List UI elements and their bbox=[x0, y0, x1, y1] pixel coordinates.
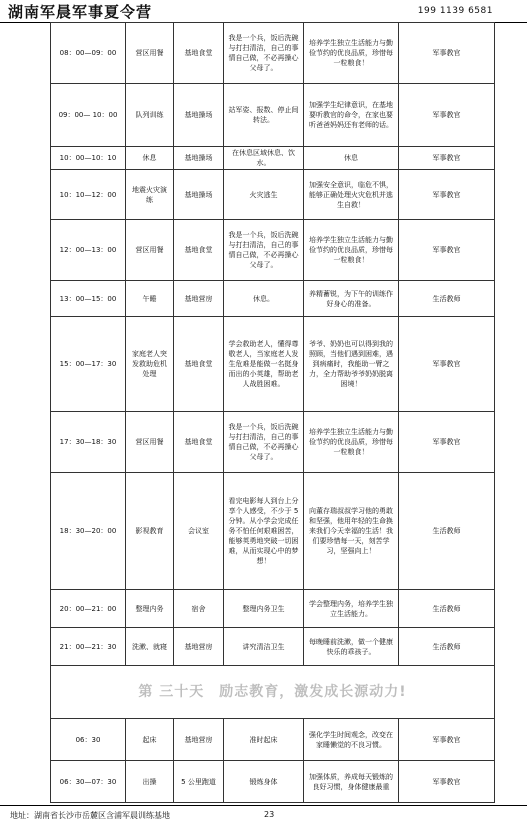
teacher-cell: 生活教师 bbox=[399, 473, 495, 590]
teacher-cell: 军事教官 bbox=[399, 147, 495, 170]
location-cell: 基地食堂 bbox=[174, 317, 224, 412]
goal-cell: 学会整理内务，培养学生独立生活能力。 bbox=[304, 590, 399, 628]
goal-cell: 加强学生纪律意识，在基地要听教官的命令，在家也要听爸爸妈妈还有老师的话。 bbox=[304, 84, 399, 147]
table-row bbox=[51, 281, 495, 317]
goal-cell: 爷爷、奶奶也可以得到我的照顾，当他们遇到困难，遇到病痛时，我能助一臂之力，全力帮助爷爷奶奶脱离困境！ bbox=[304, 317, 399, 412]
location-cell: 5 公里跑道 bbox=[174, 761, 224, 803]
goal-cell: 休息 bbox=[304, 147, 399, 170]
location-cell: 宿舍 bbox=[174, 590, 224, 628]
content-cell: 准时起床 bbox=[224, 719, 304, 761]
activity-cell: 起床 bbox=[126, 719, 174, 761]
time-cell: 13：00—15：00 bbox=[51, 281, 126, 317]
time-cell: 06：30—07：30 bbox=[51, 761, 126, 803]
activity-cell: 营区用餐 bbox=[126, 220, 174, 281]
table-row bbox=[51, 317, 495, 412]
location-cell: 基地操场 bbox=[174, 170, 224, 220]
brand-title: 湖南军晨军事夏令营 bbox=[8, 3, 153, 21]
content-cell: 我是一个兵，饭后洗碗与打扫清洁，自己的事情自己做，不必再操心父母了。 bbox=[224, 412, 304, 473]
teacher-cell: 军事教官 bbox=[399, 170, 495, 220]
goal-cell: 向董存瑞叔叔学习他的勇敢和坚强，他用年轻的生命换来我们今天幸福的生活！我们要珍惜每一天，刻苦学习，坚强向上！ bbox=[304, 473, 399, 590]
content-cell: 整理内务卫生 bbox=[224, 590, 304, 628]
goal-cell: 培养学生独立生活能力与勤俭节约的优良品质，珍惜每一粒粮食！ bbox=[304, 220, 399, 281]
teacher-cell: 军事教官 bbox=[399, 412, 495, 473]
page-footer bbox=[0, 805, 527, 826]
activity-cell: 休息 bbox=[126, 147, 174, 170]
content-cell: 我是一个兵，饭后洗碗与打扫清洁，自己的事情自己做，不必再操心父母了。 bbox=[224, 220, 304, 281]
page-number: 23 bbox=[264, 810, 275, 819]
teacher-cell: 军事教官 bbox=[399, 317, 495, 412]
activity-cell: 洗漱、就寝 bbox=[126, 628, 174, 666]
activity-cell: 午睡 bbox=[126, 281, 174, 317]
time-cell: 08：00—09：00 bbox=[51, 23, 126, 84]
location-cell: 基地食堂 bbox=[174, 220, 224, 281]
table-row bbox=[51, 220, 495, 281]
location-cell: 基地食堂 bbox=[174, 23, 224, 84]
table-row bbox=[51, 412, 495, 473]
teacher-cell: 军事教官 bbox=[399, 23, 495, 84]
content-cell: 休息。 bbox=[224, 281, 304, 317]
time-cell: 10：10—12：00 bbox=[51, 170, 126, 220]
location-cell: 基地操场 bbox=[174, 84, 224, 147]
teacher-cell: 生活教师 bbox=[399, 628, 495, 666]
teacher-cell: 军事教官 bbox=[399, 719, 495, 761]
goal-cell: 培养学生独立生活能力与勤俭节约的优良品质，珍惜每一粒粮食！ bbox=[304, 412, 399, 473]
table-row bbox=[51, 719, 495, 761]
goal-cell: 强化学生时间观念，改变在家睡懒觉的不良习惯。 bbox=[304, 719, 399, 761]
activity-cell: 队列训练 bbox=[126, 84, 174, 147]
schedule-table bbox=[50, 22, 495, 803]
activity-cell: 营区用餐 bbox=[126, 23, 174, 84]
activity-cell: 家庭老人突发救助危机处理 bbox=[126, 317, 174, 412]
content-cell: 看完电影每人到台上分享个人感受，不少于 5 分钟。从小学会完成任务不怕任何艰难困苦，能够英勇地突破一切困难，从而实现心中的梦想！ bbox=[224, 473, 304, 590]
activity-cell: 营区用餐 bbox=[126, 412, 174, 473]
content-cell: 讲究清洁卫生 bbox=[224, 628, 304, 666]
page-header bbox=[0, 0, 527, 23]
teacher-cell: 生活教师 bbox=[399, 281, 495, 317]
content-cell: 在休息区域休息、饮水。 bbox=[224, 147, 304, 170]
table-row bbox=[51, 628, 495, 666]
location-cell: 基地食堂 bbox=[174, 412, 224, 473]
content-cell: 我是一个兵，饭后洗碗与打扫清洁，自己的事情自己做，不必再操心父母了。 bbox=[224, 23, 304, 84]
table-row bbox=[51, 23, 495, 84]
activity-cell: 影视教育 bbox=[126, 473, 174, 590]
content-cell: 学会救助老人，懂得尊敬老人，当家庭老人发生危难是能做一名挺身而出的小英雄，帮助老人战胜困难。 bbox=[224, 317, 304, 412]
time-cell: 21：00—21：30 bbox=[51, 628, 126, 666]
location-cell: 基地营房 bbox=[174, 281, 224, 317]
time-cell: 12：00—13：00 bbox=[51, 220, 126, 281]
activity-cell: 地震火灾演练 bbox=[126, 170, 174, 220]
table-row bbox=[51, 170, 495, 220]
contact-phone: 199 1139 6581 bbox=[417, 6, 493, 16]
footer-address: 地址：湖南省长沙市岳麓区含浦军晨训练基地 bbox=[10, 811, 170, 820]
location-cell: 基地营房 bbox=[174, 719, 224, 761]
location-cell: 基地营房 bbox=[174, 628, 224, 666]
content-cell: 锻炼身体 bbox=[224, 761, 304, 803]
time-cell: 15：00—17：30 bbox=[51, 317, 126, 412]
location-cell: 基地操场 bbox=[174, 147, 224, 170]
day-banner-row bbox=[51, 666, 495, 719]
time-cell: 06：30 bbox=[51, 719, 126, 761]
table-row bbox=[51, 761, 495, 803]
time-cell: 09：00— 10：00 bbox=[51, 84, 126, 147]
goal-cell: 每晚睡前洗漱，做一个健康快乐的乖孩子。 bbox=[304, 628, 399, 666]
activity-cell: 整理内务 bbox=[126, 590, 174, 628]
table-row bbox=[51, 473, 495, 590]
table-row bbox=[51, 590, 495, 628]
time-cell: 20：00—21：00 bbox=[51, 590, 126, 628]
goal-cell: 养精蓄锐，为下午的训练作好身心的准备。 bbox=[304, 281, 399, 317]
table-row bbox=[51, 84, 495, 147]
content-cell: 站军姿、报数、停止间转法。 bbox=[224, 84, 304, 147]
time-cell: 17：30—18：30 bbox=[51, 412, 126, 473]
time-cell: 18：30—20：00 bbox=[51, 473, 126, 590]
activity-cell: 出操 bbox=[126, 761, 174, 803]
goal-cell: 加强安全意识，临危不惧，能够正确处理火灾危机并逃生自救！ bbox=[304, 170, 399, 220]
teacher-cell: 生活教师 bbox=[399, 590, 495, 628]
goal-cell: 加强体质，养成每天锻炼的良好习惯，身体健康最重 bbox=[304, 761, 399, 803]
location-cell: 会议室 bbox=[174, 473, 224, 590]
teacher-cell: 军事教官 bbox=[399, 84, 495, 147]
content-cell: 火灾逃生 bbox=[224, 170, 304, 220]
time-cell: 10：00—10：10 bbox=[51, 147, 126, 170]
teacher-cell: 军事教官 bbox=[399, 761, 495, 803]
goal-cell: 培养学生独立生活能力与勤俭节约的优良品质，珍惜每一粒粮食！ bbox=[304, 23, 399, 84]
day-banner: 第 三十天 励志教育，激发成长源动力! bbox=[51, 666, 495, 719]
teacher-cell: 军事教官 bbox=[399, 220, 495, 281]
table-row bbox=[51, 147, 495, 170]
